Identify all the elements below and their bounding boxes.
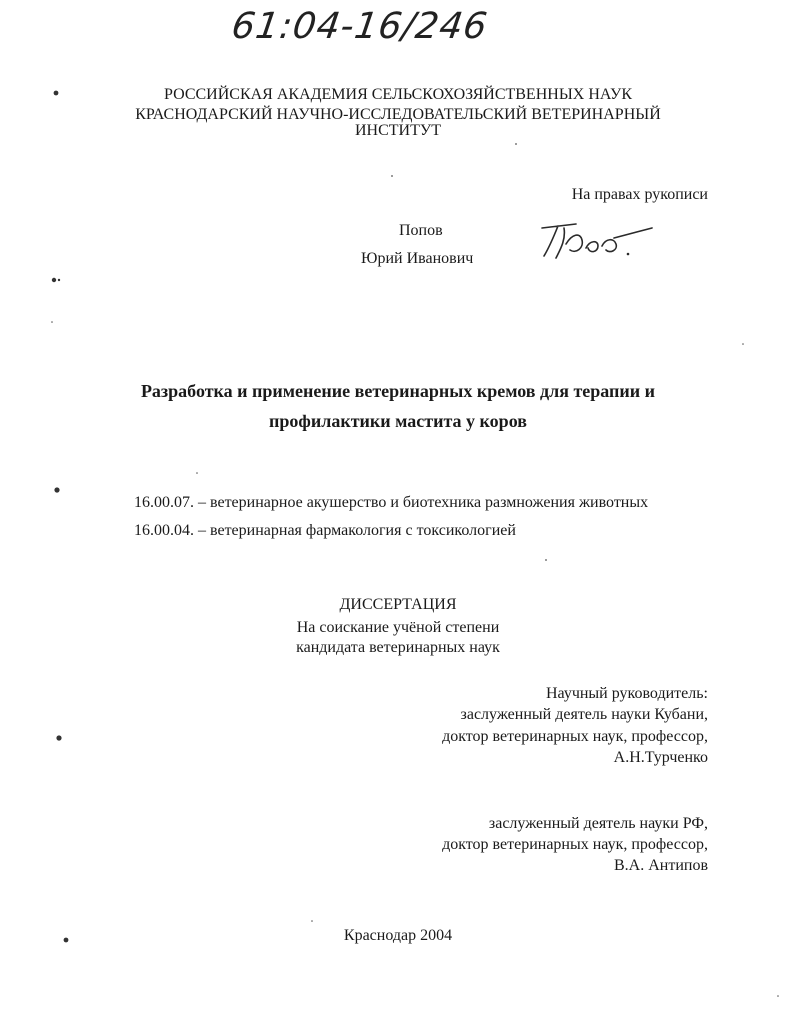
supervisor-label: Научный руководитель:: [545, 685, 708, 702]
header-line-3: ИНСТИТУТ: [355, 122, 441, 139]
author-given-names: Юрий Иванович: [361, 250, 474, 267]
consultant-title-2: доктор ветеринарных наук, профессор,: [442, 836, 708, 853]
supervisor-title-1: заслуженный деятель науки Кубани,: [460, 706, 708, 723]
rights-note: На правах рукописи: [571, 186, 708, 203]
consultant-name: В.А. Антипов: [613, 857, 708, 874]
title-line-2: профилактики мастита у коров: [269, 411, 527, 431]
consultant-title-1: заслуженный деятель науки РФ,: [488, 815, 708, 832]
header-line-1: РОССИЙСКАЯ АКАДЕМИЯ СЕЛЬСКОХОЗЯЙСТВЕННЫХ НАУК: [163, 86, 633, 103]
supervisor-title-2: доктор ветеринарных наук, профессор,: [442, 728, 708, 745]
dissertation-degree-1: На соискание учёной степени: [296, 619, 500, 636]
title-line-1: Разработка и применение ветеринарных кремов для терапии и: [140, 381, 656, 401]
city-year: Краснодар 2004: [343, 927, 453, 944]
specialty-1: 16.00.07. – ветеринарное акушерство и биотехника размножения животных: [134, 494, 649, 511]
specialty-2: 16.00.04. – ветеринарная фармакология с токсикологией: [134, 522, 516, 539]
archive-code-handwritten: 61:04-16/246: [229, 6, 491, 47]
header-line-2: КРАСНОДАРСКИЙ НАУЧНО-ИССЛЕДОВАТЕЛЬСКИЙ ВЕТЕРИНАРНЫЙ: [135, 106, 661, 123]
dissertation-degree-2: кандидата ветеринарных наук: [296, 639, 500, 656]
author-surname: Попов: [399, 222, 443, 239]
dissertation-heading: ДИССЕРТАЦИЯ: [339, 596, 457, 613]
supervisor-name: А.Н.Турченко: [613, 749, 708, 766]
